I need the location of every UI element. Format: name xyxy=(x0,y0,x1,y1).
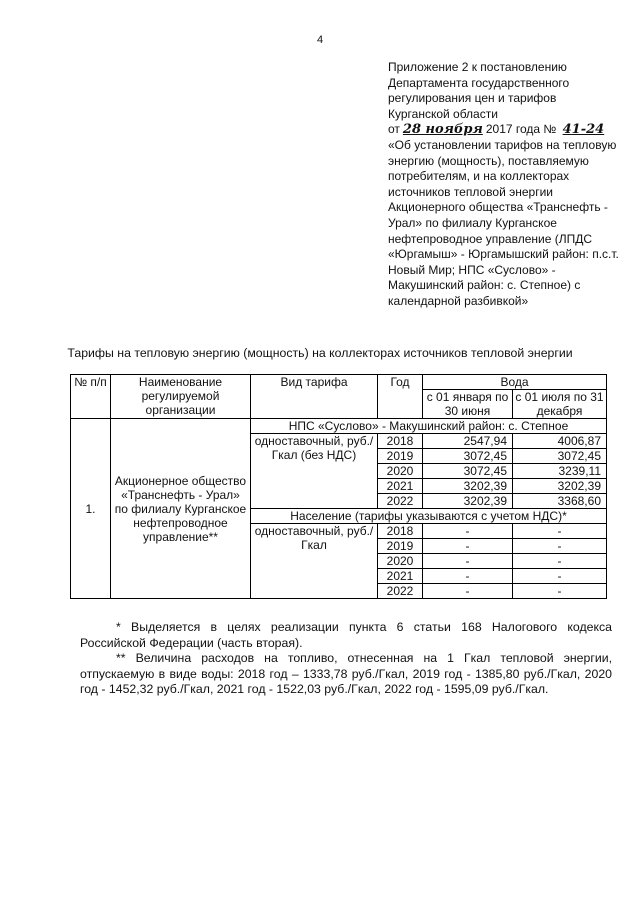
footnote-vat: * Выделяется в целях реализации пункта 6 статьи 168 Налогового кодекса Российской Федерации (часть вторая). xyxy=(80,620,612,650)
row-number: 1. xyxy=(71,419,111,599)
value-cell: - xyxy=(423,554,513,569)
appendix-line: Курганской области xyxy=(388,106,498,121)
organization-name: Акционерное общество «Транснефть - Урал» по филиалу Курганское нефтепроводное управление** xyxy=(111,419,251,599)
appendix-date-line xyxy=(388,122,624,138)
date-prefix: от xyxy=(388,122,400,137)
year-cell: 2021 xyxy=(378,569,423,584)
decree-title: «Об установлении тарифов на тепловую энергию (мощность), поставляемую потребителям, и на коллекторах источников тепловой энергии Акционерного общества «Транснефть - Урал» по филиалу Курганское нефтепроводное управление (ЛПДС «Юргамыш» - Юргамышский район: п.с.т. Новый Мир; НПС «Суслово» - Макушинский район: с. Степное) с календарной разбивкой» xyxy=(388,137,619,308)
value-cell: 3072,45 xyxy=(513,449,607,464)
appendix-block xyxy=(388,60,624,310)
year-cell: 2020 xyxy=(378,554,423,569)
date-middle: 2017 года № xyxy=(485,122,557,137)
section2-tariff: одноставочный, руб./Гкал xyxy=(251,524,378,599)
footnote-fuel: ** Величина расходов на топливо, отнесенная на 1 Гкал тепловой энергии, отпускаемую в виде воды: 2018 год – 1333,78 руб./Гкал, 2019 год - 1385,80 руб./Гкал, 2020 год - 1452,32 руб./Гкал, 2021 год - 1522,03 руб./Гкал, 2022 год - 1595,09 руб./Гкал. xyxy=(80,651,612,696)
appendix-line: регулирования цен и тарифов xyxy=(388,91,557,106)
section1-tariff: одноставочный, руб./Гкал (без НДС) xyxy=(251,434,378,509)
value-cell: 3239,11 xyxy=(513,464,607,479)
header-num: № п/п xyxy=(71,375,111,419)
value-cell: 2547,94 xyxy=(423,434,513,449)
section1-title: НПС «Суслово» - Макушинский район: с. Степное xyxy=(251,419,607,434)
table-title: Тарифы на тепловую энергию (мощность) на коллекторах источников тепловой энергии xyxy=(67,346,573,360)
year-cell: 2019 xyxy=(378,449,423,464)
page-number: 4 xyxy=(316,34,324,46)
value-cell: 3368,60 xyxy=(513,494,607,509)
value-cell: 3072,45 xyxy=(423,449,513,464)
value-cell: - xyxy=(423,584,513,599)
appendix-line: Департамента государственного xyxy=(388,75,570,90)
handwritten-number: 41-24 xyxy=(562,122,605,138)
year-cell: 2022 xyxy=(378,584,423,599)
value-cell: 4006,87 xyxy=(513,434,607,449)
header-period1: с 01 января по 30 июня xyxy=(423,390,513,419)
table-row xyxy=(71,419,607,434)
header-water: Вода xyxy=(423,375,607,390)
value-cell: 3072,45 xyxy=(423,464,513,479)
handwritten-date: 28 ноября xyxy=(402,122,483,138)
value-cell: - xyxy=(423,569,513,584)
header-year: Год xyxy=(378,375,423,419)
tariff-table xyxy=(70,374,607,599)
year-cell: 2018 xyxy=(378,524,423,539)
appendix-line: Приложение 2 к постановлению xyxy=(388,60,567,74)
year-cell: 2019 xyxy=(378,539,423,554)
value-cell: 3202,39 xyxy=(423,479,513,494)
year-cell: 2018 xyxy=(378,434,423,449)
value-cell: - xyxy=(423,539,513,554)
header-org: Наименование регулируемой организации xyxy=(111,375,251,419)
value-cell: - xyxy=(513,554,607,569)
value-cell: - xyxy=(423,524,513,539)
footnotes xyxy=(80,620,612,698)
section2-title: Население (тарифы указываются с учетом НДС)* xyxy=(251,509,607,524)
header-period2: с 01 июля по 31 декабря xyxy=(513,390,607,419)
value-cell: - xyxy=(513,569,607,584)
header-tariff-type: Вид тарифа xyxy=(251,375,378,419)
year-cell: 2020 xyxy=(378,464,423,479)
value-cell: 3202,39 xyxy=(423,494,513,509)
value-cell: - xyxy=(513,584,607,599)
value-cell: 3202,39 xyxy=(513,479,607,494)
value-cell: - xyxy=(513,524,607,539)
value-cell: - xyxy=(513,539,607,554)
year-cell: 2022 xyxy=(378,494,423,509)
year-cell: 2021 xyxy=(378,479,423,494)
